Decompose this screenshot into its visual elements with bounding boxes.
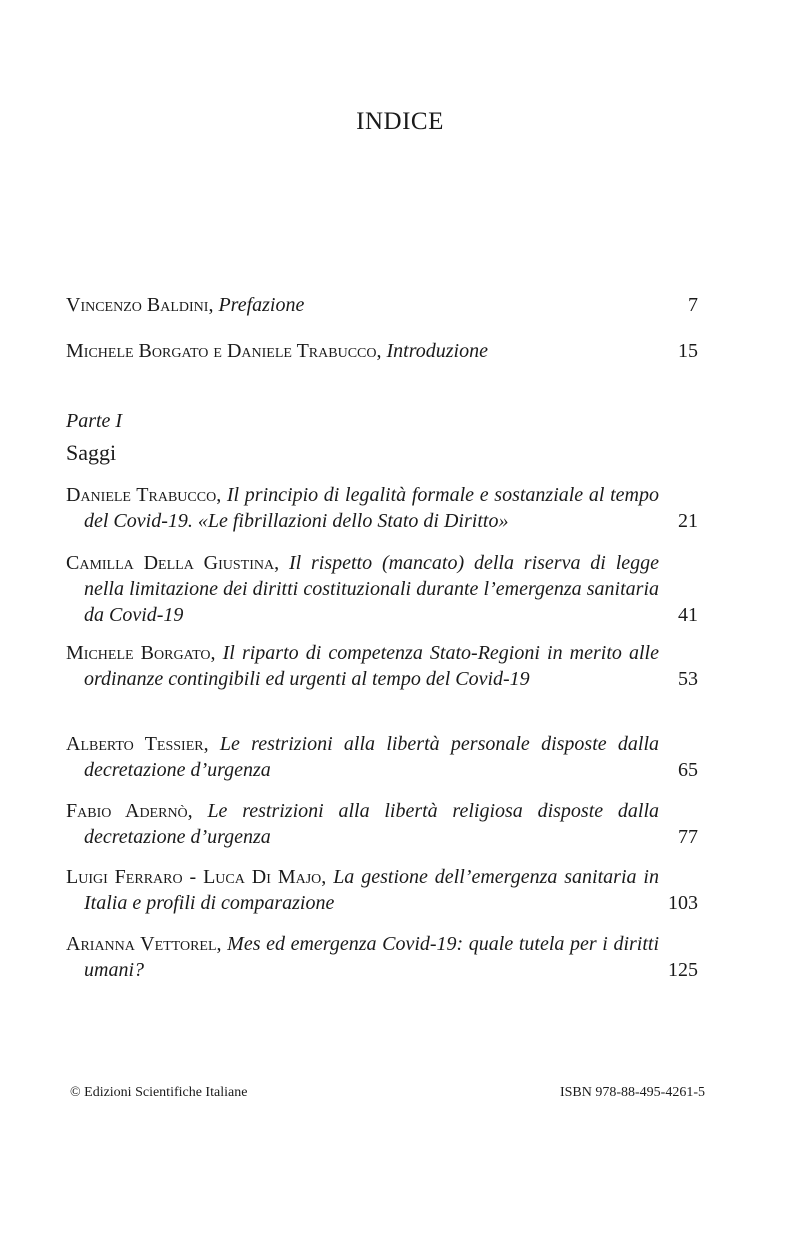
- toc-page-number: 7: [688, 294, 698, 316]
- toc-entry[interactable]: [66, 731, 698, 783]
- toc-entry-text: [66, 864, 659, 916]
- toc-entry-text: [66, 798, 659, 850]
- toc-page-number: 103: [668, 892, 698, 914]
- toc-separator: ,: [210, 642, 223, 664]
- toc-entry[interactable]: [66, 482, 698, 534]
- toc-title: Il rispetto (mancato) della riserva di legge nella limitazione dei diritti costituzionali durante l’emergenza sanitaria da Covid-19: [84, 552, 660, 626]
- toc-page-number: 15: [678, 340, 698, 362]
- toc-separator: ,: [203, 733, 220, 755]
- toc-title: Le restrizioni alla libertà religiosa disposte dalla decretazione d’urgenza: [84, 800, 659, 848]
- publisher-copyright: © Edizioni Scientifiche Italiane: [70, 1085, 248, 1100]
- toc-title: Il principio di legalità formale e sostanziale al tempo del Covid-19. «Le fibrillazioni dello Stato di Diritto»: [84, 484, 659, 532]
- toc-entry[interactable]: [66, 864, 698, 916]
- toc-author: Vincenzo Baldini: [66, 294, 209, 316]
- toc-author: Alberto Tessier: [66, 733, 204, 755]
- toc-title: La gestione dell’emergenza sanitaria in Italia e profili di comparazione: [84, 866, 659, 914]
- page-title: INDICE: [356, 108, 444, 135]
- toc-separator: ,: [321, 866, 334, 888]
- toc-author: Daniele Trabucco: [66, 484, 217, 506]
- isbn: ISBN 978-88-495-4261-5: [559, 1085, 705, 1100]
- part-label: Parte I: [66, 410, 123, 432]
- toc-entry[interactable]: [66, 931, 698, 983]
- toc-entry[interactable]: [66, 640, 698, 692]
- toc-entry-text: [66, 338, 641, 364]
- toc-title: Introduzione: [386, 340, 488, 362]
- toc-title: Prefazione: [218, 294, 305, 316]
- toc-author: Luigi Ferraro - Luca Di Majo: [66, 866, 322, 888]
- toc-entry-introduzione[interactable]: [66, 338, 698, 364]
- toc-page-number: 41: [678, 604, 698, 626]
- toc-author: Fabio Adernò: [66, 800, 188, 822]
- toc-separator: ,: [376, 340, 387, 362]
- toc-entry[interactable]: [66, 550, 698, 628]
- toc-page-number: 21: [678, 510, 698, 532]
- toc-entry-prefazione[interactable]: [66, 292, 698, 318]
- toc-author: Michele Borgato: [66, 642, 211, 664]
- toc-page-number: 125: [668, 959, 698, 981]
- part-title: Saggi: [66, 440, 117, 465]
- toc-page-number: 53: [678, 668, 698, 690]
- toc-separator: ,: [187, 800, 208, 822]
- toc-separator: ,: [216, 484, 227, 506]
- toc-entry-text: [66, 292, 641, 318]
- toc-title: Mes ed emergenza Covid-19: quale tutela per i diritti umani?: [84, 933, 660, 981]
- toc-entry-text: [66, 482, 659, 534]
- toc-title: Le restrizioni alla libertà personale disposte dalla decretazione d’urgenza: [84, 733, 660, 781]
- toc-entry-text: [66, 640, 659, 692]
- toc-entry-text: [66, 931, 659, 983]
- toc-separator: ,: [216, 933, 228, 955]
- toc-author: Michele Borgato e Daniele Trabucco: [66, 340, 377, 362]
- toc-entry-text: [66, 550, 659, 628]
- toc-page-number: 65: [678, 759, 698, 781]
- toc-page-number: 77: [678, 826, 698, 848]
- toc-author: Arianna Vettorel: [66, 933, 217, 955]
- toc-separator: ,: [274, 552, 289, 574]
- toc-entry-text: [66, 731, 659, 783]
- toc-entry[interactable]: [66, 798, 698, 850]
- toc-title: Il riparto di competenza Stato-Regioni in merito alle ordinanze contingibili ed urgenti al tempo del Covid-19: [84, 642, 659, 690]
- toc-separator: ,: [208, 294, 219, 316]
- toc-author: Camilla Della Giustina: [66, 552, 275, 574]
